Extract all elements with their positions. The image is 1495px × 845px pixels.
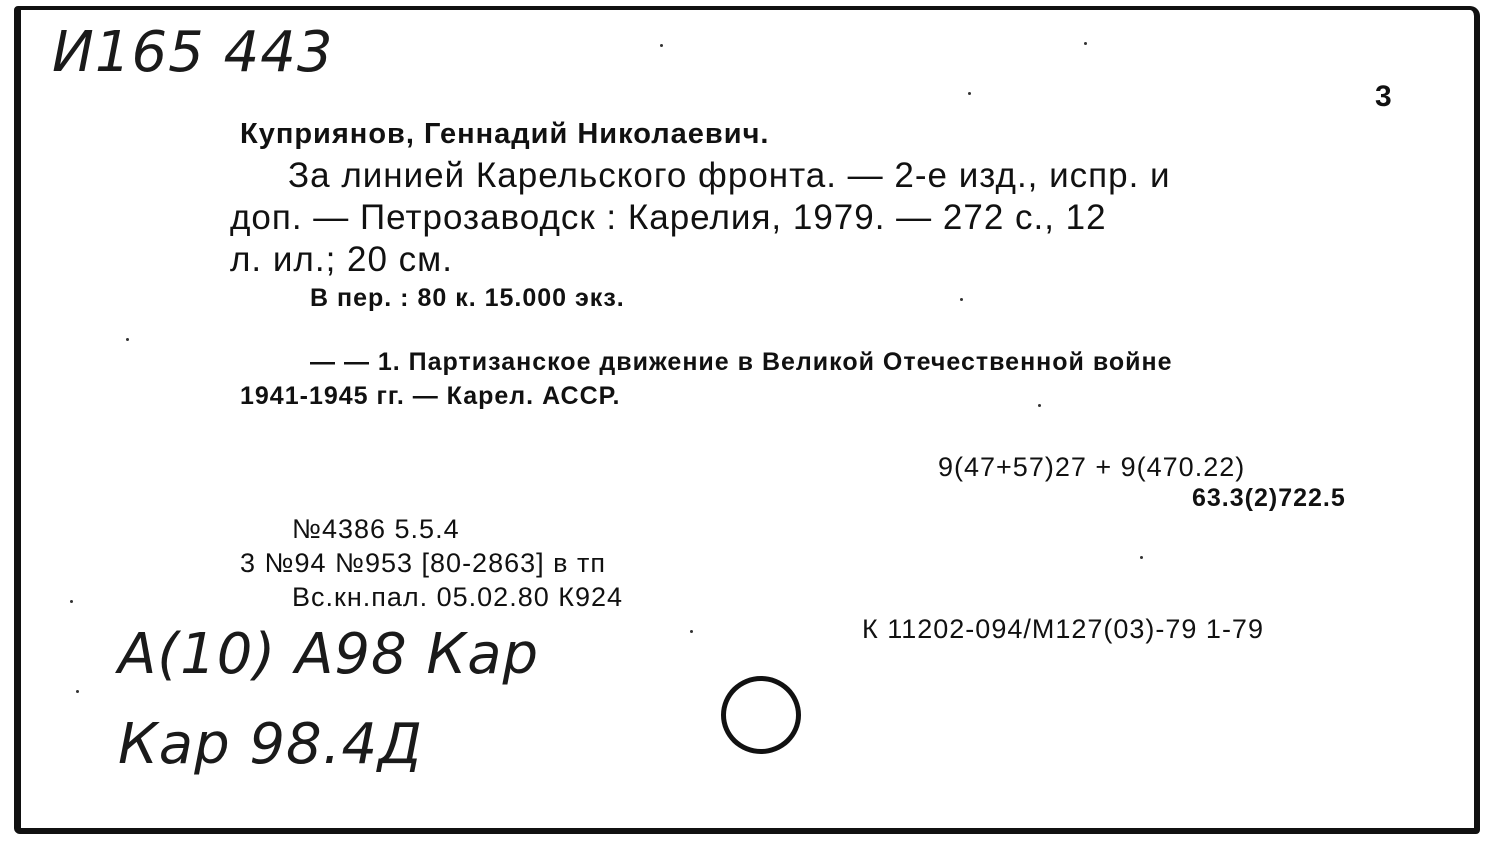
title-line-2: доп. — Петрозаводск : Карелия, 1979. — 272 с., 12 — [230, 198, 1107, 237]
handwritten-note-1: А(10) А98 Кар — [118, 622, 540, 687]
scan-speck — [960, 298, 963, 301]
handwritten-call-number: И165 443 — [52, 20, 334, 85]
record-line-2: 3 №94 №953 [80-2863] в тп — [240, 548, 606, 578]
price-line: В пер. : 80 к. 15.000 экз. — [310, 284, 625, 312]
scan-speck — [76, 690, 79, 693]
punch-hole-circle — [721, 676, 801, 754]
handwritten-note-2: Кар 98.4Д — [118, 712, 423, 777]
catalog-code: К 11202-094/М127(03)-79 1-79 — [862, 614, 1264, 644]
scan-speck — [1140, 556, 1143, 559]
scan-speck — [70, 600, 73, 603]
scan-speck — [1038, 404, 1041, 407]
subject-line-1: — — 1. Партизанское движение в Великой Отечественной войне — [310, 348, 1173, 376]
record-line-3: Вс.кн.пал. 05.02.80 К924 — [292, 582, 624, 612]
title-line-1: За линией Карельского фронта. — 2-е изд., испр. и — [288, 156, 1171, 195]
subject-line-2: 1941-1945 гг. — Карел. АССР. — [240, 382, 621, 410]
scan-speck — [1084, 42, 1087, 45]
scan-speck — [968, 92, 971, 95]
classification-line-2: 63.3(2)722.5 — [1192, 484, 1346, 512]
author-heading: Куприянов, Геннадий Николаевич. — [240, 118, 770, 150]
record-number: №4386 5.5.4 — [292, 514, 460, 544]
scan-speck — [126, 338, 129, 341]
card-page-number: 3 — [1375, 80, 1392, 113]
scan-speck — [690, 630, 693, 633]
classification-line-1: 9(47+57)27 + 9(470.22) — [938, 452, 1246, 482]
title-line-3: л. ил.; 20 см. — [230, 240, 453, 279]
scan-speck — [660, 44, 663, 47]
